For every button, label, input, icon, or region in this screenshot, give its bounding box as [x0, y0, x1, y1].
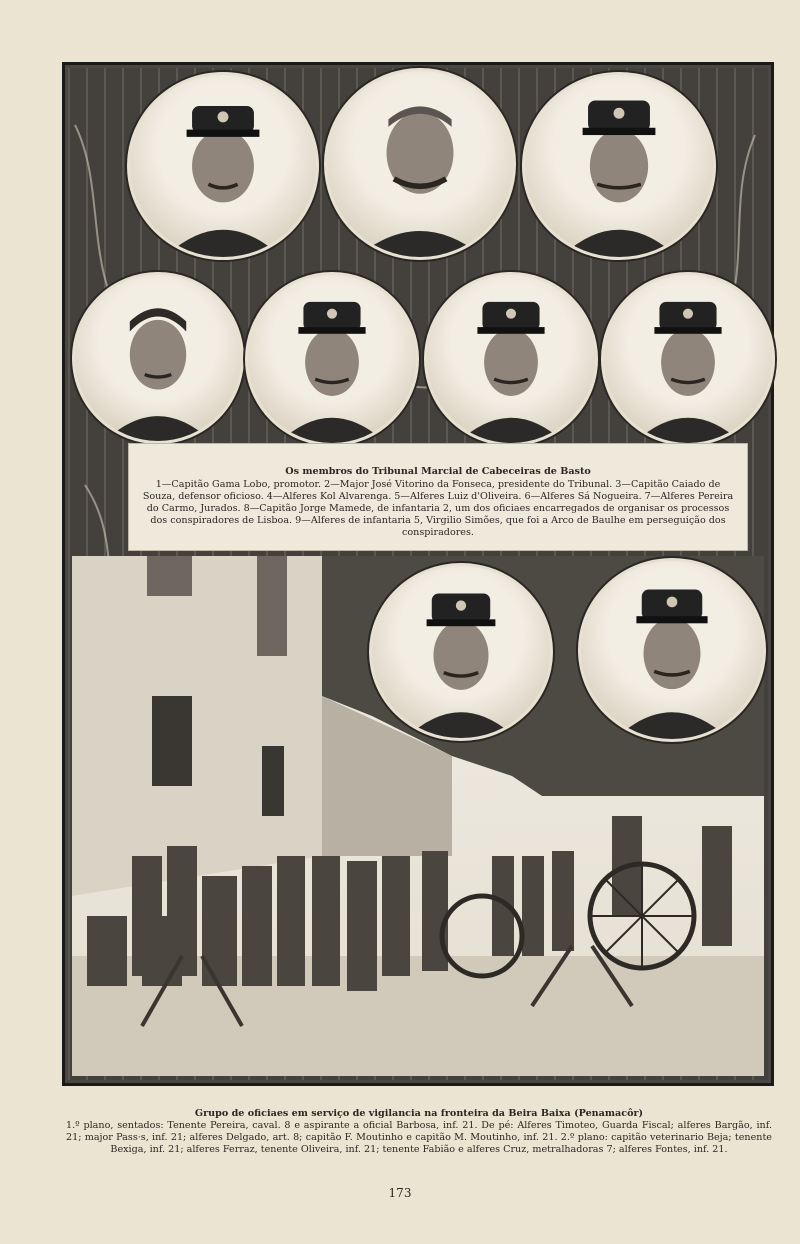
tribunal-caption-body: 1—Capitão Gama Lobo, promotor. 2—Major José Vitorino da Fonseca, presidente do Tribunal. 3—Capitão Caiado de Souza, defensor oficioso. 4—Alferes Kol Alvarenga. 5—Alferes Luiz d'Oliveira. 6—Alferes Sá Nogueira. 7—Alferes Pereira do Carmo, Jurados. 8—Capitão Jorge Mamede, de infantaria 2, um dos oficiaes encarregados de organisar os processos dos conspiradores de Lisboa. 9—Alferes de infantaria 5, Virgilio Simões, que foi a Arco de Baulhe em perseguição dos conspiradores. [142, 479, 734, 538]
portrait-1 [127, 72, 319, 260]
tribunal-caption-title: Os membros do Tribunal Marcial de Cabeceiras de Basto [285, 466, 591, 477]
portrait-6 [424, 272, 598, 446]
portrait-3 [522, 72, 716, 260]
portrait-5 [245, 272, 419, 446]
portrait-2 [324, 68, 516, 260]
officer-kepi-portrait [427, 275, 595, 443]
officer-kepi-portrait [525, 75, 713, 257]
officer-kepi-portrait [604, 275, 772, 443]
officer-kepi-portrait [581, 561, 763, 739]
portrait-7 [601, 272, 775, 446]
group-photo-caption [66, 1108, 772, 1156]
portrait-4 [72, 272, 244, 444]
group-photo-caption-title: Grupo de oficiaes em serviço de vigilancia na fronteira da Beira Baixa (Penamacôr) [194, 1108, 644, 1119]
portrait-8 [369, 563, 553, 741]
officer-kepi-portrait [130, 75, 316, 257]
officer-portrait [327, 71, 513, 257]
page-number: 173 [388, 1186, 412, 1200]
portrait-9 [578, 558, 766, 742]
officer-kepi-portrait [372, 566, 550, 738]
officer-kepi-portrait [248, 275, 416, 443]
officer-portrait [75, 275, 241, 441]
tribunal-caption [128, 443, 748, 551]
group-photo-caption-body: 1.º plano, sentados: Tenente Pereira, caval. 8 e aspirante a oficial Barbosa, inf. 21. De pé: Alferes Timoteo, Guarda Fiscal; alferes Bargão, inf. 21; major Pass·s, inf. 21; alferes Delgado, art. 8; capitão F. Moutinho e capitão M. Moutinho, inf. 21. 2.º plano: capitão veterinario Beja; tenente Bexiga, inf. 21; alferes Ferraz, tenente Oliveira, inf. 21; tenente Fabião e alferes Cruz, metralhadoras 7; alferes Fontes, inf. 21. [66, 1120, 772, 1155]
